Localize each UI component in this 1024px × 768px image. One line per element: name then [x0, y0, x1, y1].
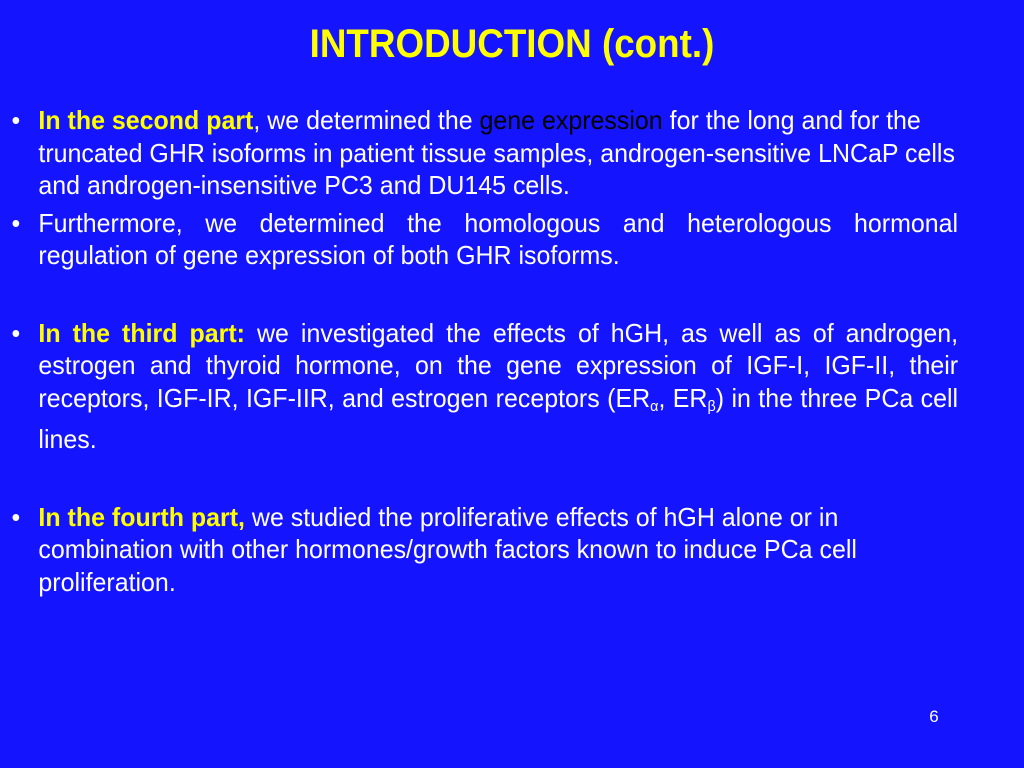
bullet-marker: •: [11, 501, 21, 532]
bullet-text: ) in the three PCa cell lines.: [38, 382, 959, 454]
bullet-marker: •: [11, 317, 21, 348]
bullet-furthermore: [0, 207, 970, 272]
bullet-text: Furthermore, we determined the homologous and heterologous hormonal regulation of gene expression of both GHR isoforms.: [38, 207, 959, 270]
bullet-marker: •: [11, 207, 21, 238]
bullet-third-part: [0, 317, 970, 456]
slide-title: INTRODUCTION (cont.): [309, 22, 715, 66]
bullet-lead: In the second part: [38, 105, 254, 135]
bullet-text: , we determined the: [253, 105, 480, 135]
bullet-lead: In the third part:: [38, 317, 245, 348]
page-number: 6: [929, 707, 939, 726]
bullet-text: we studied the proliferative effects of hGH alone or in combination with other hormones/growth factors known to induce PCa cell proliferation.: [38, 501, 857, 597]
bullet-second-part: [0, 104, 970, 202]
highlighted-term: gene expression: [479, 105, 663, 135]
bullet-lead: In the fourth part,: [38, 501, 245, 532]
bullet-fourth-part: [0, 501, 970, 599]
bullet-text: we investigated the effects of hGH, as well as of androgen, estrogen and thyroid hormone, on the gene expression of IGF-I, IGF-II, their receptors, IGF-IR, IGF-IIR, and estrogen receptors (ER: [38, 317, 959, 413]
bullet-text: for the long and for the truncated GHR isoforms in patient tissue samples, androgen-sensitive LNCaP cells and androgen-insensitive PC3 and DU145 cells.: [38, 105, 955, 200]
bullet-marker: •: [11, 105, 21, 135]
bullet-text: , ER: [658, 382, 708, 413]
subscript-alpha: α: [650, 397, 659, 415]
subscript-beta: β: [707, 397, 716, 415]
slide-body: [0, 104, 1024, 598]
